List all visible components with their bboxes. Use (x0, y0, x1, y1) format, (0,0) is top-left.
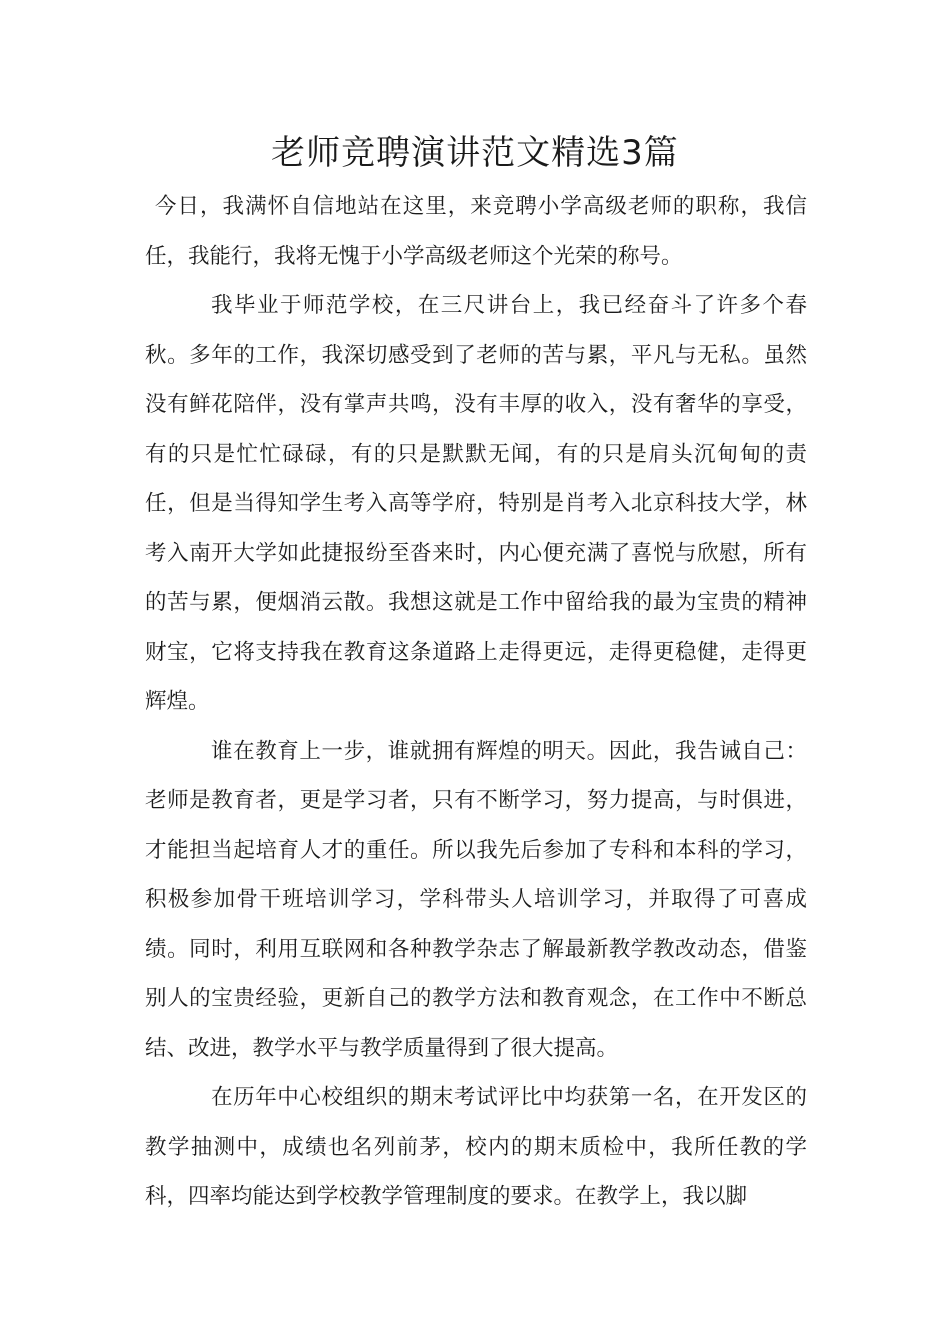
paragraph-4: 在历年中心校组织的期末考试评比中均获第一名，在开发区的教学抽测中，成绩也名列前茅，校内的期末质检中，我所任教的学科，四率均能达到学校教学管理制度的要求。在教学上，我以脚 (145, 1085, 807, 1209)
document-title: 老师竞聘演讲范文精选3篇 (271, 133, 679, 173)
paragraph-3: 谁在教育上一步，谁就拥有辉煌的明天。因此，我告诫自己：老师是教育者，更是学习者，只有不断学习，努力提高，与时俱进，才能担当起培育人才的重任。所以我先后参加了专科和本科的学习，积极参加骨干班培训学习，学科带头人培训学习，并取得了可喜成绩。同时，利用互联网和各种教学杂志了解最新教学教改动态，借鉴别人的宝贵经验，更新自己的教学方法和教育观念，在工作中不断总结、改进，教学水平与教学质量得到了很大提高。 (145, 738, 807, 1061)
paragraph-2: 我毕业于师范学校，在三尺讲台上，我已经奋斗了许多个春秋。多年的工作，我深切感受到了老师的苦与累，平凡与无私。虽然没有鲜花陪伴，没有掌声共鸣，没有丰厚的收入，没有奢华的享受，有的只是忙忙碌碌，有的只是默默无闻，有的只是肩头沉甸甸的责任，但是当得知学生考入高等学府，特别是肖考入北京科技大学，林考入南开大学如此捷报纷至沓来时，内心便充满了喜悦与欣慰，所有的苦与累，便烟消云散。我想这就是工作中留给我的最为宝贵的精神财宝，它将支持我在教育这条道路上走得更远，走得更稳健，走得更辉煌。 (145, 293, 807, 714)
paragraph-1: 今日，我满怀自信地站在这里，来竞聘小学高级老师的职称，我信任，我能行，我将无愧于小学高级老师这个光荣的称号。 (145, 194, 807, 269)
